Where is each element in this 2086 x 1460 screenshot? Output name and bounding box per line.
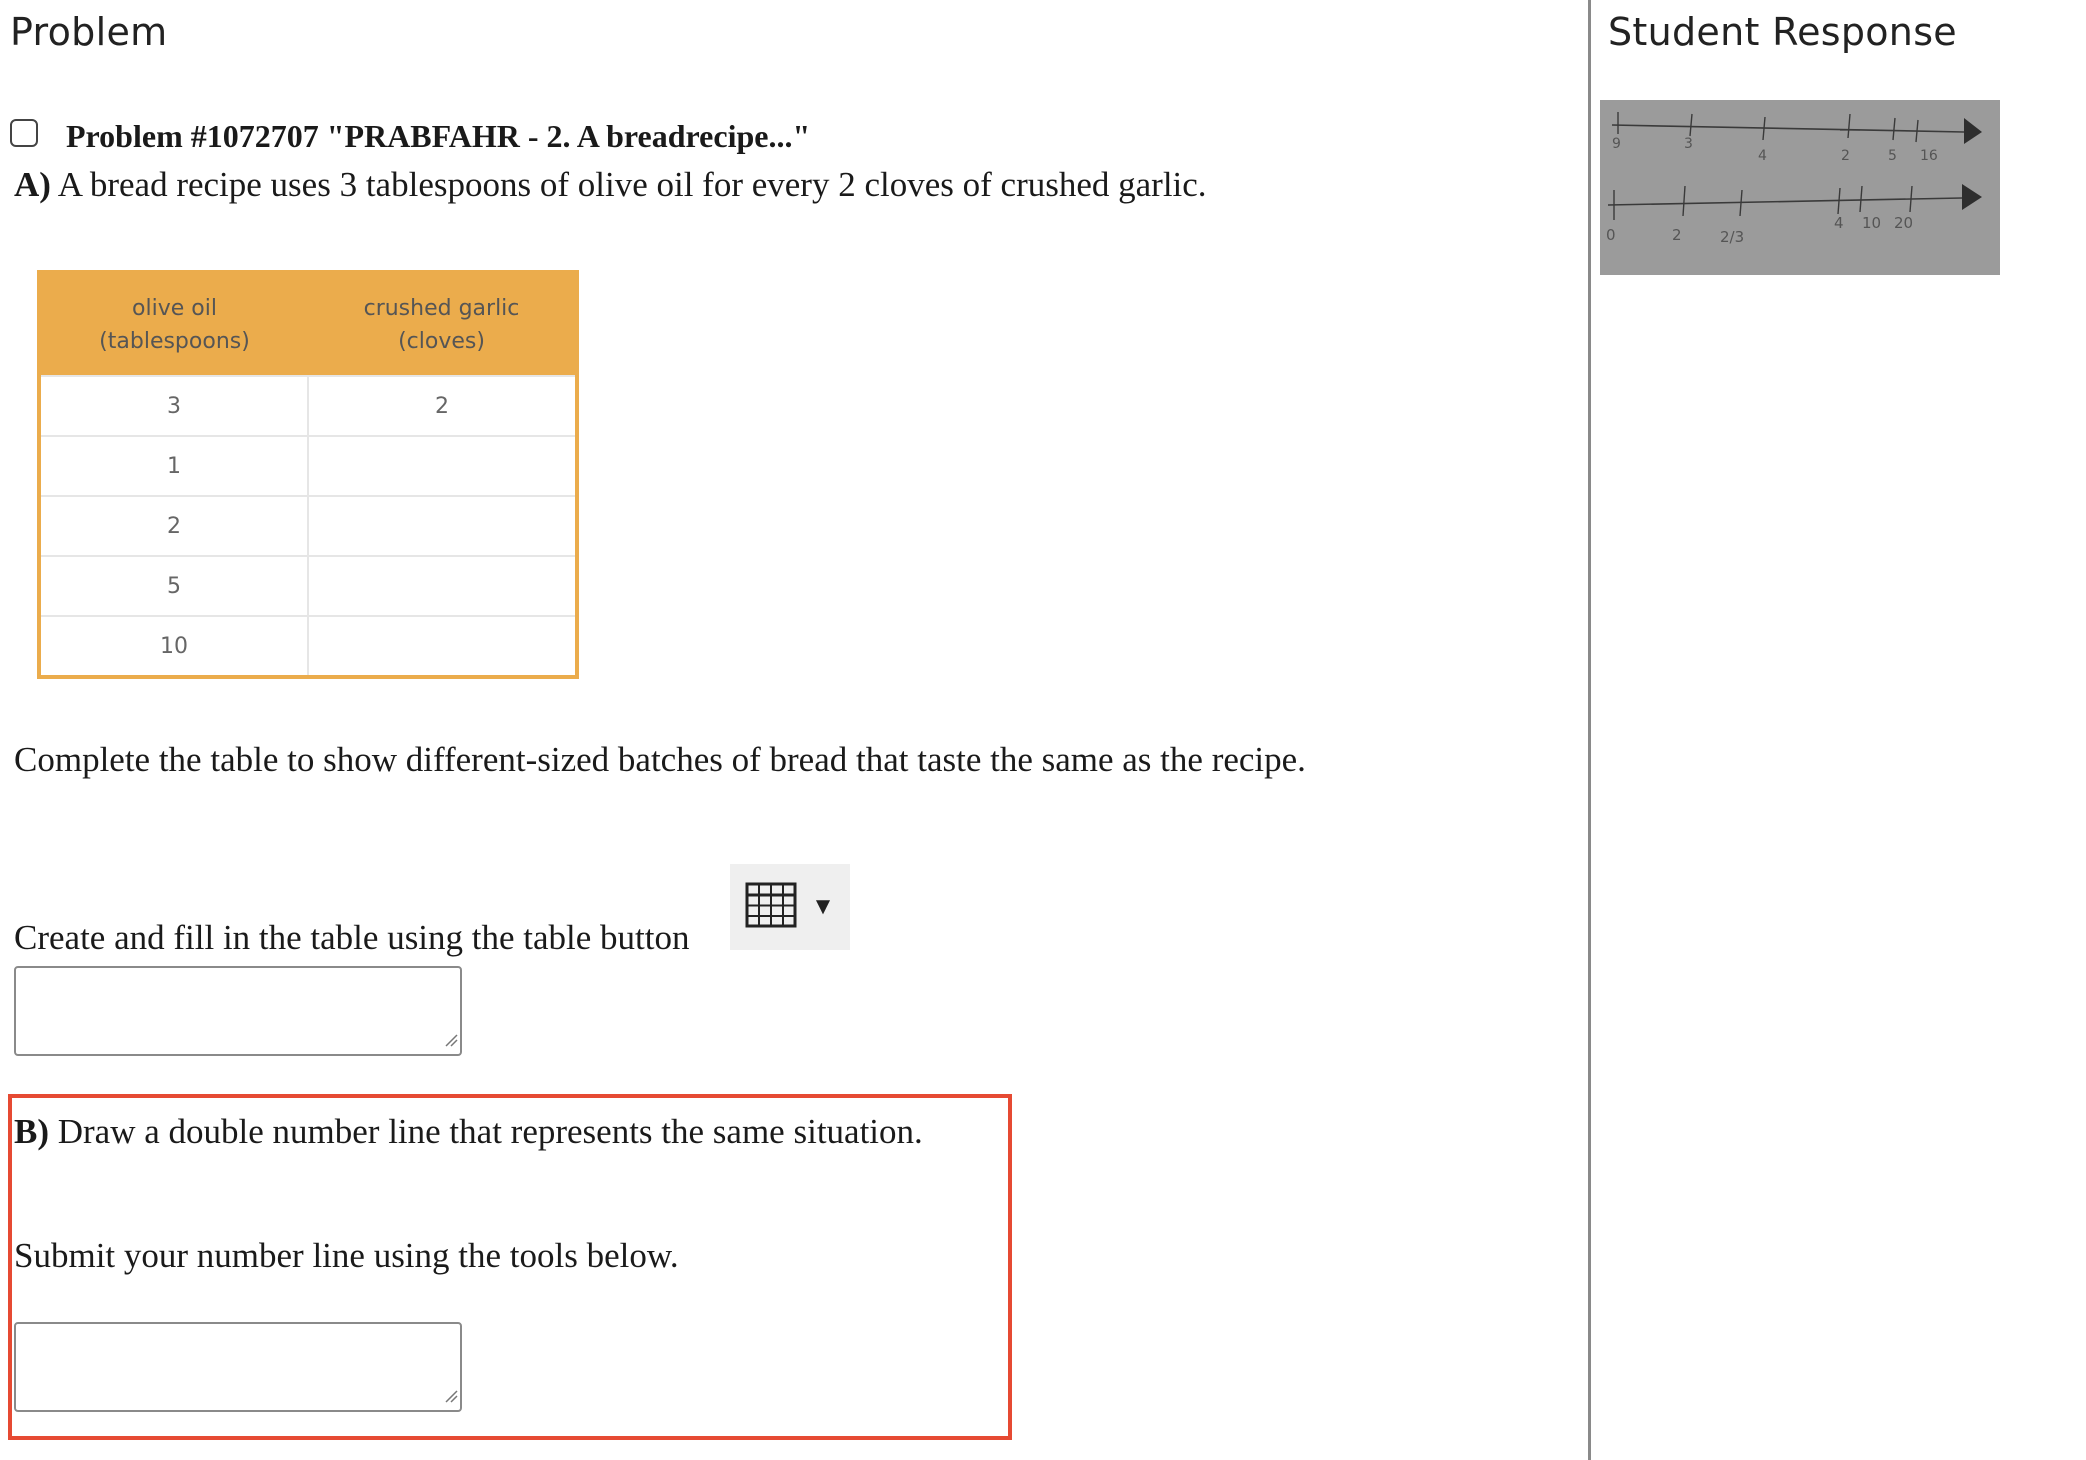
table-cell: 2 (39, 496, 308, 556)
part-b-label: B) (14, 1112, 49, 1151)
table-cell: 2 (308, 376, 577, 436)
table-cell (308, 556, 577, 616)
table-cell (308, 436, 577, 496)
number-line-label: 2 (1672, 226, 1682, 244)
student-number-line-image (1600, 100, 2000, 275)
number-line-label: 5 (1888, 148, 1897, 164)
header-line: (tablespoons) (99, 328, 250, 354)
part-a-text: A bread recipe uses 3 tablespoons of olive oil for every 2 cloves of crushed garlic. (50, 165, 1207, 204)
table-cell (308, 616, 577, 677)
table-row (39, 616, 577, 677)
number-line-label: 9 (1612, 136, 1621, 152)
ratio-table (37, 270, 579, 679)
header-line: olive oil (132, 295, 217, 321)
problem-title: Problem #1072707 "PRABFAHR - 2. A breadrecipe..." (66, 117, 811, 154)
problem-select-checkbox[interactable] (10, 119, 38, 147)
number-line-label: 4 (1834, 214, 1844, 232)
insert-table-button[interactable] (730, 864, 850, 950)
part-a-statement (14, 165, 1207, 205)
table-row (39, 436, 577, 496)
table-cell: 1 (39, 436, 308, 496)
table-header-olive-oil (39, 272, 308, 376)
part-a-answer-field[interactable] (14, 966, 462, 1056)
part-b-text: Draw a double number line that represents the same situation. (49, 1112, 923, 1151)
problem-header (10, 116, 810, 156)
table-cell: 5 (39, 556, 308, 616)
number-line-label: 10 (1862, 214, 1882, 232)
student-response-pane (1591, 0, 2086, 1460)
student-response-title: Student Response (1608, 10, 1957, 54)
table-row (39, 556, 577, 616)
header-line: (cloves) (398, 328, 485, 354)
resize-grip-icon[interactable] (444, 1389, 458, 1408)
table-cell: 3 (39, 376, 308, 436)
table-cell: 10 (39, 616, 308, 677)
number-line-label: 0 (1606, 226, 1616, 244)
table-header-crushed-garlic (308, 272, 577, 376)
problem-pane-title: Problem (10, 10, 168, 54)
part-b-submit-instruction: Submit your number line using the tools below. (14, 1236, 679, 1275)
number-line-label: 4 (1758, 148, 1767, 164)
table-grid-icon (745, 882, 797, 933)
part-b-statement (14, 1112, 923, 1152)
number-line-label: 3 (1684, 136, 1693, 152)
number-line-label: 20 (1894, 214, 1914, 232)
resize-grip-icon[interactable] (444, 1033, 458, 1052)
part-b-answer-field[interactable] (14, 1322, 462, 1412)
chevron-down-icon: ▼ (811, 893, 835, 920)
create-table-instruction: Create and fill in the table using the table button (14, 918, 690, 957)
number-line-label: 2/3 (1720, 228, 1745, 246)
number-line-label: 2 (1841, 148, 1850, 164)
table-cell (308, 496, 577, 556)
table-header-row (39, 272, 577, 376)
number-line-label: 16 (1920, 148, 1938, 164)
table-row (39, 376, 577, 436)
table-row (39, 496, 577, 556)
table-instruction: Complete the table to show different-sized batches of bread that taste the same as the recipe. (14, 740, 1306, 779)
header-line: crushed garlic (363, 295, 520, 321)
part-a-label: A) (14, 165, 51, 204)
